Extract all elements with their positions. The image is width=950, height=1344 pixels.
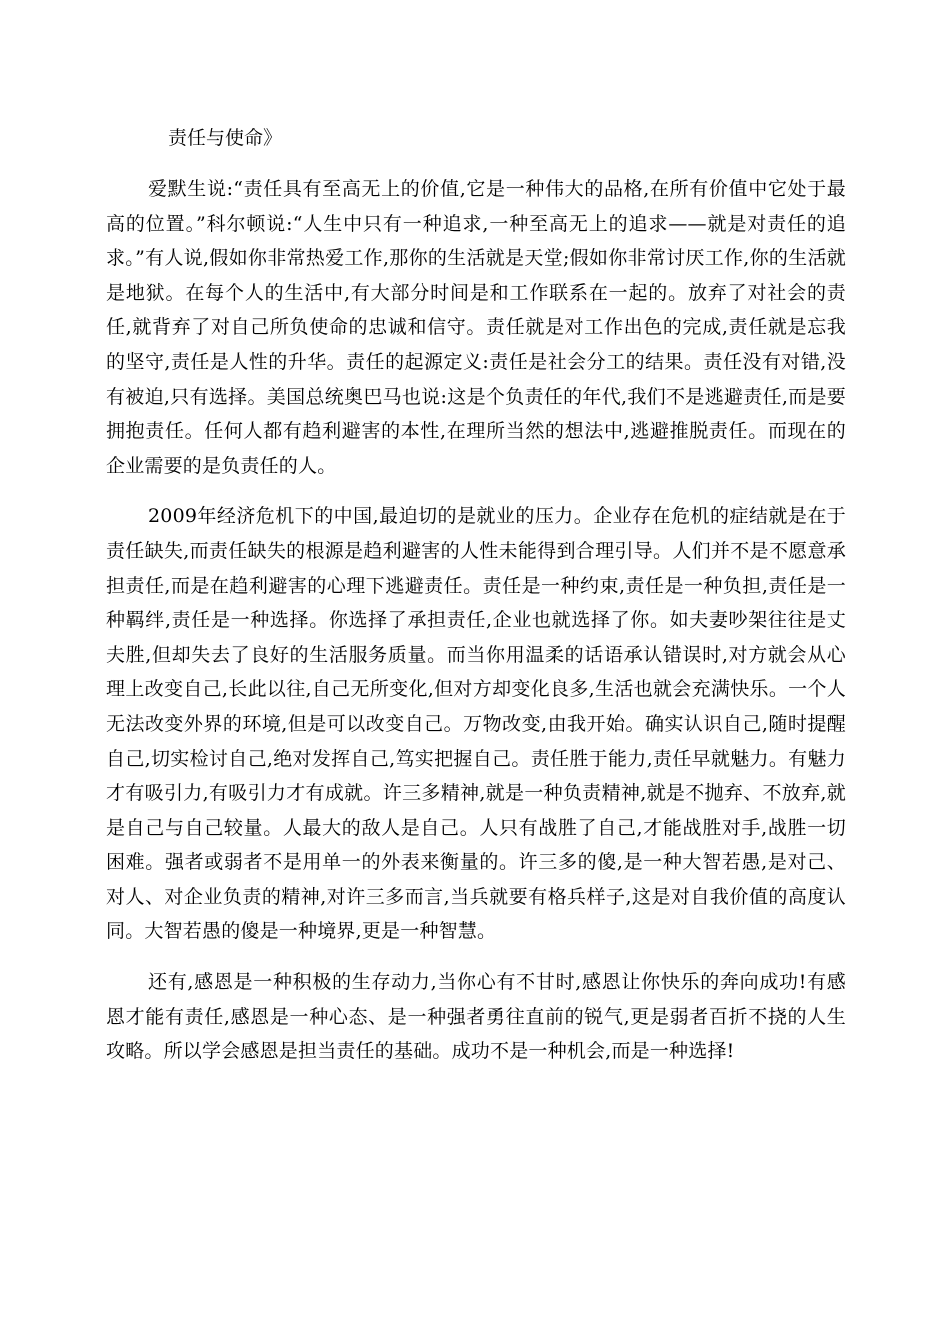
paragraph-3: 还有,感恩是一种积极的生存动力,当你心有不甘时,感恩让你快乐的奔向成功!有感恩才能有责任,感恩是一种心态、是一种强者勇往直前的锐气,更是弱者百折不挠的人生攻略。所以学会感恩是担当责任的基础。成功不是一种机会,而是一种选择! bbox=[106, 971, 846, 1063]
document-page bbox=[106, 118, 846, 1085]
paragraph-2: 2009年经济危机下的中国,最迫切的是就业的压力。企业存在危机的症结就是在于责任缺失,而责任缺失的根源是趋利避害的人性未能得到合理引导。人们并不是不愿意承担责任,而是在趋利避害的心理下逃避责任。责任是一种约束,责任是一种负担,责任是一种羁绊,责任是一种选择。你选择了承担责任,企业也就选择了你。如夫妻吵架往往是丈夫胜,但却失去了良好的生活服务质量。而当你用温柔的话语承认错误时,对方就会从心理上改变自己,长此以往,自己无所变化,但对方却变化良多,生活也就会充满快乐。一个人无法改变外界的环境,但是可以改变自己。万物改变,由我开始。确实认识自己,随时提醒自己,切实检讨自己,绝对发挥自己,笃实把握自己。责任胜于能力,责任早就魅力。有魅力才有吸引力,有吸引力才有成就。许三多精神,就是一种负责精神,就是不抛弃、不放弃,就是自己与自己较量。人最大的敌人是自己。人只有战胜了自己,才能战胜对手,战胜一切困难。强者或弱者不是用单一的外表来衡量的。许三多的傻,是一种大智若愚,是对己、对人、对企业负责的精神,对许三多而言,当兵就要有格兵样子,这是对自我价值的高度认同。大智若愚的傻是一种境界,更是一种智慧。 bbox=[106, 505, 846, 943]
document-title: 责任与使命》 bbox=[168, 127, 283, 149]
paragraph-1: 爱默生说:“责任具有至高无上的价值,它是一种伟大的品格,在所有价值中它处于最高的位置。”科尔顿说:“人生中只有一种追求,一种至高无上的追求——就是对责任的追求。”有人说,假如你非常热爱工作,那你的生活就是天堂;假如你非常讨厌工作,你的生活就是地狱。在每个人的生活中,有大部分时间是和工作联系在一起的。放弃了对社会的责任,就背弃了对自己所负使命的忠诚和信守。责任就是对工作出色的完成,责任就是忘我的坚守,责任是人性的升华。责任的起源定义:责任是社会分工的结果。责任没有对错,没有被迫,只有选择。美国总统奥巴马也说:这是个负责任的年代,我们不是逃避责任,而是要拥抱责任。任何人都有趋利避害的本性,在理所当然的想法中,逃避推脱责任。而现在的企业需要的是负责任的人。 bbox=[106, 178, 846, 477]
